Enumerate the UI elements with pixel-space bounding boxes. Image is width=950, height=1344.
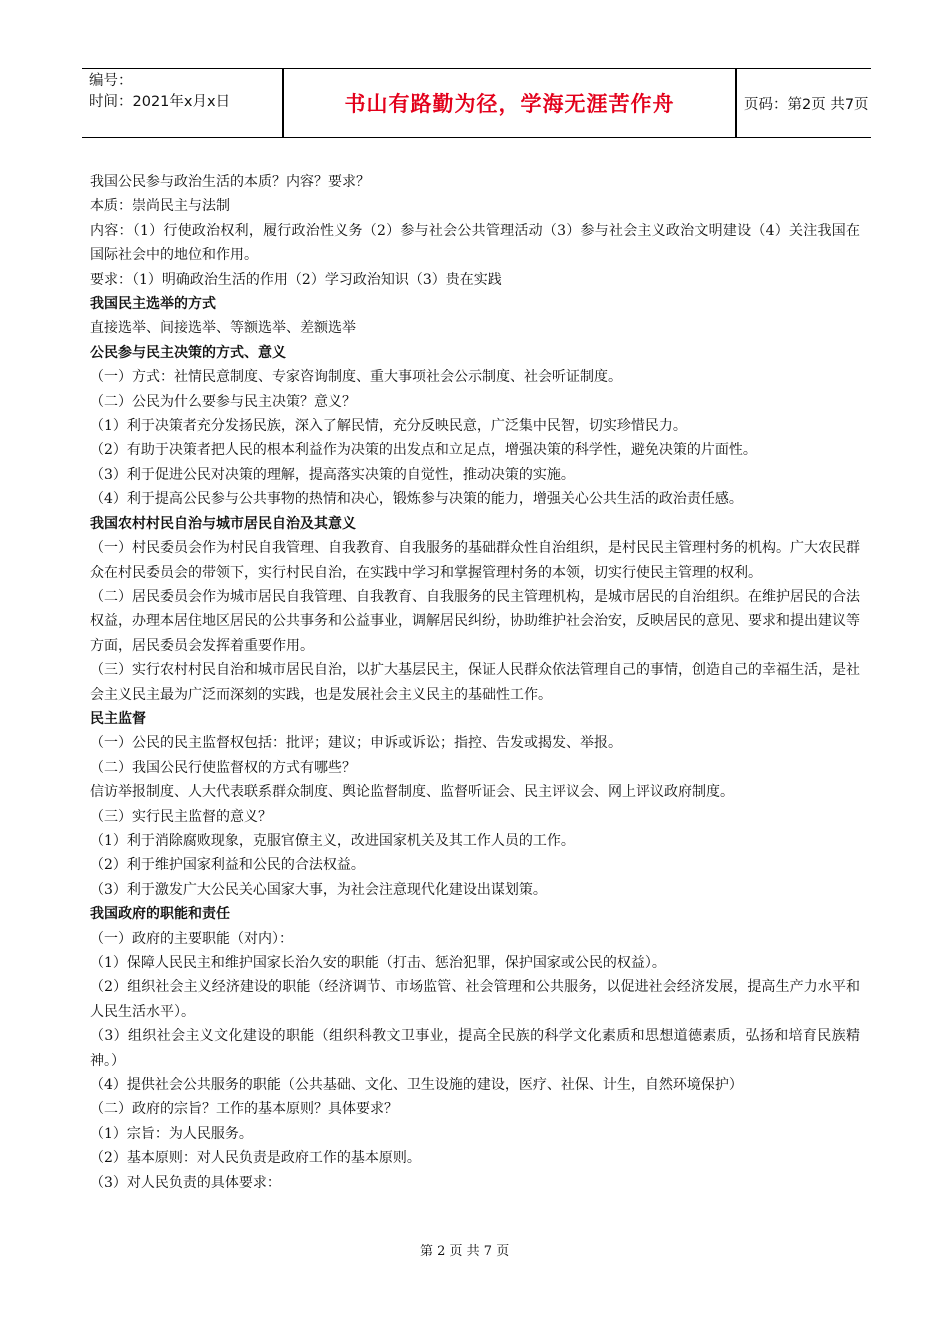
paragraph: （1）利于消除腐败现象，克服官僚主义，改进国家机关及其工作人员的工作。 [90,832,575,849]
paragraph: 直接选举、间接选举、等额选举、差额选举 [90,320,356,337]
header-divider [735,69,737,137]
paragraph: （一）公民的民主监督权包括：批评；建议；申诉或诉讼；指控、告发或揭发、举报。 [90,735,622,752]
header-table [82,68,871,138]
paragraph: （一）方式：社情民意制度、专家咨询制度、重大事项社会公示制度、社会听证制度。 [90,369,622,386]
section-heading: 我国民主选举的方式 [90,296,216,313]
paragraph: （1）利于决策者充分发扬民族，深入了解民情，充分反映民意，广泛集中民智，切实珍惜民力。 [90,418,687,435]
paragraph: （4）利于提高公民参与公共事物的热情和决心，锻炼参与决策的能力，增强关心公共生活的政治责任感。 [90,491,743,508]
paragraph: 本质：崇尚民主与法制 [90,198,230,215]
paragraph: （一）村民委员会作为村民自我管理、自我教育、自我服务的基础群众性自治组织，是村民民主管理村务的机构。广大农民群众在村民委员会的带领下，实行村民自治，在实践中学习和掌握管理村务的本领，切实行使民主管理的权利。 [90,540,860,581]
paragraph: 要求：（1）明确政治生活的作用（2）学习政治知识（3）贵在实践 [90,271,502,288]
paragraph: （2）组织社会主义经济建设的职能（经济调节、市场监管、社会管理和公共服务，以促进社会经济发展，提高生产力水平和人民生活水平）。 [90,979,860,1020]
paragraph: 内容：（1）行使政治权利，履行政治性义务（2）参与社会公共管理活动（3）参与社会主义政治文明建设（4）关注我国在国际社会中的地位和作用。 [90,222,860,264]
document-body [90,170,860,1195]
paragraph: （3）利于促进公民对决策的理解，提高落实决策的自觉性，推动决策的实施。 [90,466,575,483]
paragraph: （1）宗旨：为人民服务。 [90,1125,253,1142]
paragraph: （3）组织社会主义文化建设的职能（组织科教文卫事业，提高全民族的科学文化素质和思想道德素质，弘扬和培育民族精神。） [90,1028,860,1069]
number-label: 编号： [89,73,133,89]
paragraph: （3）利于激发广大公民关心国家大事，为社会注意现代化建设出谋划策。 [90,881,547,898]
date-label: 时间：2021年x月x日 [89,94,231,110]
section-heading: 民主监督 [90,710,146,727]
paragraph: （二）居民委员会作为城市居民自我管理、自我教育、自我服务的民主管理机构，是城市居民的自治组织。在维护居民的合法权益，办理本居住地区居民的公共事务和公益事业，调解居民纠纷，协助维护社会治安，反映居民的意见、要求和提出建议等方面，居民委员会发挥着重要作用。 [90,588,860,654]
paragraph: （三）实行农村村民自治和城市居民自治，以扩大基层民主，保证人民群众依法管理自己的事情，创造自己的幸福生活，是社会主义民主最为广泛而深刻的实践，也是发展社会主义民主的基础性工作。 [90,662,860,703]
paragraph: 我国公民参与政治生活的本质？内容？要求？ [90,174,370,190]
paragraph: 信访举报制度、人大代表联系群众制度、舆论监督制度、监督听证会、民主评议会、网上评议政府制度。 [90,784,734,801]
paragraph: （二）政府的宗旨？工作的基本原则？具体要求？ [90,1101,398,1118]
paragraph: （3）对人民负责的具体要求： [90,1174,281,1191]
paragraph: （三）实行民主监督的意义？ [90,808,272,825]
header-motto: 书山有路勤为径，学海无涯苦作舟 [344,92,675,116]
section-heading: 我国政府的职能和责任 [90,906,230,923]
paragraph: （2）有助于决策者把人民的根本利益作为决策的出发点和立足点，增强决策的科学性，避免决策的片面性。 [90,442,757,459]
page-footer: 第 2 页 共 7 页 [420,1244,510,1259]
paragraph: （2）基本原则：对人民负责是政府工作的基本原则。 [90,1150,421,1167]
header-meta [89,71,282,135]
section-heading: 公民参与民主决策的方式、意义 [90,344,286,361]
paragraph: （一）政府的主要职能（对内）： [90,930,293,947]
paragraph: （1）保障人民民主和维护国家长治久安的职能（打击、惩治犯罪，保护国家或公民的权益）。 [90,955,666,971]
paragraph: （二）公民为什么要参与民主决策？意义？ [90,393,356,410]
section-heading: 我国农村村民自治与城市居民自治及其意义 [90,515,356,532]
header-page-label: 页码：第2页 共7页 [744,96,869,113]
paragraph: （2）利于维护国家利益和公民的合法权益。 [90,857,365,874]
paragraph: （二）我国公民行使监督权的方式有哪些？ [90,759,356,776]
paragraph: （4）提供社会公共服务的职能（公共基础、文化、卫生设施的建设，医疗、社保、计生，自然环境保护） [90,1077,743,1094]
